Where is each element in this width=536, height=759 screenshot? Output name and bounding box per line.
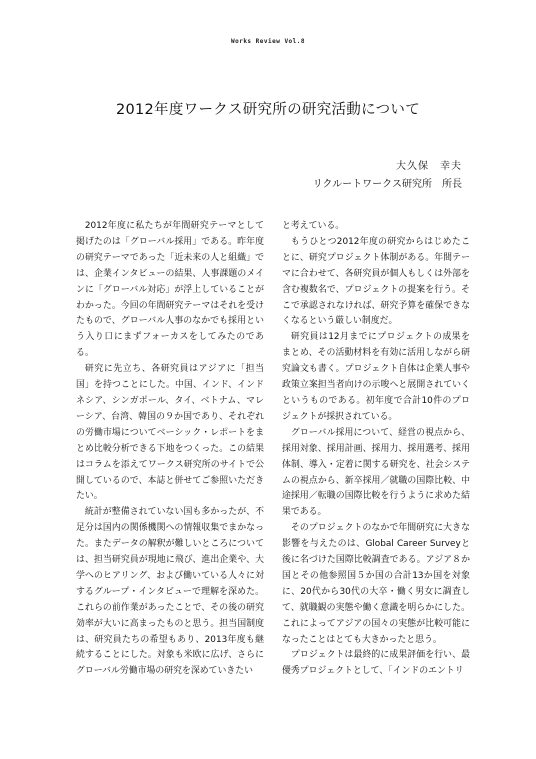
author-name: 大久保 幸夫	[396, 161, 462, 172]
article-title: 2012年度ワークス研究所の研究活動について	[115, 102, 421, 118]
author-affiliation: リクルートワークス研究所 所長	[312, 179, 462, 190]
paragraph: グローバル採用について、経営の視点から、採用対象、採用計画、採用力、採用選考、採用体制、導入・定着に関する研究を、社会システムの視点から、新卒採用／就職の国際比較、中途採用／転職の国際比較を行うように求めた結果である。	[282, 427, 470, 518]
paragraph: 研究員は12月までにプロジェクトの成果をまとめ、その活動材料を有効に活用しながら研究論文も書く。プロジェクト自体は企業人事や政策立案担当者向けの示唆へと展開されていくというものである。初年度で合計10件のプロジェクトが採択されている。	[282, 332, 470, 422]
paragraph: プロジェクトは最終的に成果評価を行い、最優秀プロジェクトとして、「インドのエントリ	[282, 650, 470, 677]
running-header: Works Review Vol.8	[230, 38, 306, 45]
body-columns	[76, 219, 470, 739]
paragraph: 2012年度に私たちが年間研究テーマとして掲げたのは「グローバル採用」である。昨年度の研究テーマであった「近未来の人と組織」では、企業インタビューの結果、人事課題のメインに「グローバル対応」が浮上していることがわかった。今回の年間研究テーマはそれを受けたもので、グローバル人事のなかでも採用という入り口にまずフォーカスをしてみたのである。	[76, 221, 264, 359]
left-column	[76, 219, 264, 680]
paragraph: 研究に先立ち、各研究員はアジアに「担当国」を持つことにした。中国、インド、インドネシア、シンガポール、タイ、ベトナム、マレーシア、台湾、韓国の９か国であり、それぞれの労働市場についてベーシック・レポートをまとめ比較分析できる下地をつくった。この結果はコラムを添えてワークス研究所のサイトで公開しているので、本誌と併せてご参照いただきたい。	[76, 364, 264, 502]
paragraph: そのプロジェクトのなかで年間研究に大きな影響を与えたのは、Global Career Surveyと後に名づけた国際比較調査である。アジア８か国とその他参照国５か国の合計13か国を対象に、20代から30代の大卒・働く男女に調査して、就職観の実態や働く意識を明らかにした。これによってアジアの国々の実態が比較可能になったことはとても大きかったと思う。	[282, 523, 470, 645]
author-block	[313, 158, 462, 194]
paragraph: もうひとつ2012年度の研究からはじめたことに、研究プロジェクト体制がある。年間テーマに合わせて、各研究員が個人もしくは外部を含む複数名で、プロジェクトの提案を行う。そこで承認されなければ、研究予算を確保できなくなるという厳しい制度だ。	[282, 236, 470, 327]
paragraph: と考えている。	[282, 221, 345, 231]
right-column	[282, 219, 470, 680]
paragraph: 統計が整備されていない国も多かったが、不足分は国内の関係機関への情報収集でまかなった。またデータの解釈が難しいところについては、担当研究員が現地に飛び、進出企業や、大学へのヒアリング、および働いている人々に対するグループ・インタビューで理解を深めた。これらの前作業があったことで、その後の研究効率が大いに高まったものと思う。担当国制度は、研究員たちの希望もあり、2013年度も継続することにした。対象も米欧に広げ、さらにグローバル労働市場の研究を深めていきたい	[76, 507, 264, 677]
